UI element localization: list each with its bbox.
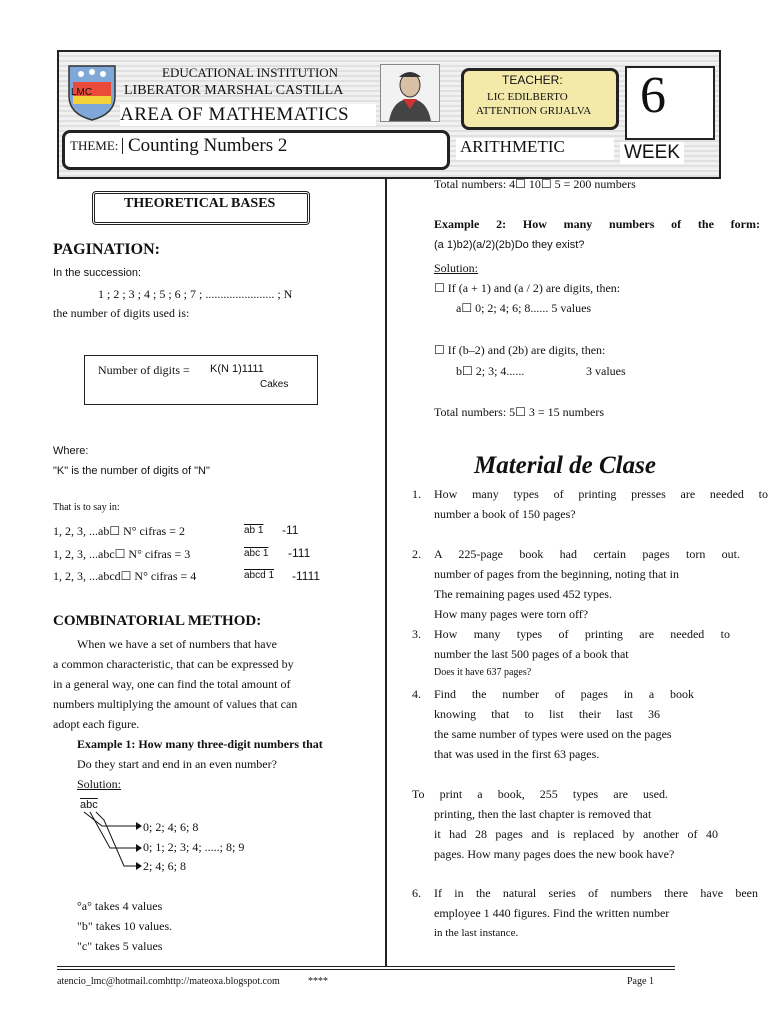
digit-row-left: 1, 2, 3, ...abc☐ N° cifras = 3	[53, 547, 191, 561]
takes-line: "b" takes 10 values.	[77, 919, 173, 933]
question-line: number the last 500 pages of a book that	[434, 647, 629, 661]
question-line: number a book of 150 pages?	[434, 507, 576, 521]
week-label: WEEK	[620, 142, 684, 164]
institution-line2: LIBERATOR MARSHAL CASTILLA	[124, 83, 344, 98]
footer-stars: ****	[308, 976, 328, 987]
portrait-image	[380, 64, 440, 122]
formula-expression: K(N 1)1111	[210, 363, 264, 375]
question-number: 6.	[412, 886, 421, 900]
takes-line: "c" takes 5 values	[77, 939, 163, 953]
question-line: A 225-page book had certain pages torn out.	[434, 547, 740, 561]
question-line: To print a book, 255 types are used.	[412, 787, 668, 801]
total-numbers-2: Total numbers: 5☐ 3 = 15 numbers	[434, 405, 604, 419]
succession: 1 ; 2 ; 3 ; 4 ; 5 ; 6 ; 7 ; ....................... ; N	[98, 287, 293, 301]
solution-label: Solution:	[77, 777, 122, 791]
question-line: Find the number of pages in a book	[434, 687, 694, 701]
question-number: 4.	[412, 687, 421, 701]
teacher-label: TEACHER:	[502, 73, 563, 87]
digit-row-right: -111	[288, 546, 311, 560]
formula-subscript: Cakes	[260, 379, 289, 390]
digit-row-mid: abcd 1	[244, 570, 275, 581]
footer-rule	[57, 966, 675, 967]
teacher-name-line2: ATTENTION GRIJALVA	[476, 105, 592, 117]
question-line: in the last instance.	[434, 927, 519, 939]
question-line: If in the natural series of numbers there have been	[434, 886, 758, 900]
combinatorial-title: COMBINATORIAL METHOD:	[53, 613, 262, 629]
subject-label: ARITHMETIC	[460, 137, 565, 156]
week-box	[625, 66, 715, 140]
example1-title: Example 1: How many three-digit numbers that	[77, 737, 323, 751]
footer-rule	[57, 969, 675, 970]
value-list: 2; 4; 6; 8	[143, 859, 187, 873]
question-line: printing, then the last chapter is removed that	[434, 807, 652, 821]
question-number: 1.	[412, 487, 421, 501]
theme-label: THEME:	[70, 138, 123, 154]
solution-label: Solution:	[434, 261, 479, 275]
formula-label: Number of digits =	[98, 363, 190, 377]
question-line: How many pages were torn off?	[434, 607, 589, 621]
comb-line: numbers multiplying the amount of values that can	[53, 697, 298, 711]
example1-subtitle: Do they start and end in an even number?	[77, 757, 277, 771]
teacher-name-line1: LIC EDILBERTO	[487, 91, 568, 103]
column-divider	[385, 178, 387, 966]
question-line: employee 1 440 figures. Find the written number	[434, 906, 670, 920]
area-title: AREA OF MATHEMATICS	[120, 104, 350, 125]
takes-line: °a° takes 4 values	[77, 899, 163, 913]
example2-title: Example 2: How many numbers of the form:	[434, 217, 760, 231]
theme-title: Counting Numbers 2	[128, 135, 288, 156]
comb-line: When we have a set of numbers that have	[77, 637, 277, 651]
comb-line: in a general way, one can find the total amount of	[53, 677, 291, 691]
digit-row-left: 1, 2, 3, ...abcd☐ N° cifras = 4	[53, 569, 197, 583]
value-list: 0; 2; 4; 6; 8	[143, 820, 199, 834]
abc-label: $\overline{abc}$	[80, 799, 98, 811]
question-number: 3.	[412, 627, 421, 641]
logo-text: LMC	[71, 87, 93, 98]
footer-email: atencio_lmc@hotmail.comhttp://mateoxa.blogspot.com	[57, 976, 280, 987]
digit-row-left: 1, 2, 3, ...ab☐ N° cifras = 2	[53, 524, 185, 538]
question-line: that was used in the first 63 pages.	[434, 747, 600, 761]
condition-1: ☐ If (a + 1) and (a / 2) are digits, then:	[434, 281, 621, 295]
condition-1-values: a☐ 0; 2; 4; 6; 8...... 5 values	[456, 301, 592, 315]
k-definition: "K" is the number of digits of "N"	[53, 465, 210, 477]
material-title: Material de Clase	[474, 452, 656, 479]
pagination-title: PAGINATION:	[53, 241, 160, 258]
where-label: Where:	[53, 445, 89, 457]
value-list: 0; 1; 2; 3; 4; .....; 8; 9	[143, 840, 245, 854]
institution-line1: EDUCATIONAL INSTITUTION	[162, 65, 339, 80]
condition-2-count: 3 values	[586, 364, 626, 378]
comb-line: a common characteristic, that can be expressed by	[53, 657, 294, 671]
question-line: it had 28 pages and is replaced by another of 40	[434, 827, 718, 841]
page-number: Page 1	[627, 976, 654, 987]
digit-row-right: -11	[282, 523, 299, 537]
digit-row-right: -1111	[292, 569, 321, 583]
question-line: Does it have 637 pages?	[434, 667, 532, 678]
question-line: pages. How many pages does the new book have?	[434, 847, 675, 861]
total-numbers-1: Total numbers: 4☐ 10☐ 5 = 200 numbers	[434, 177, 636, 191]
comb-line: adopt each figure.	[53, 717, 140, 731]
question-line: number of pages from the beginning, noting that in	[434, 567, 679, 581]
question-number: 2.	[412, 547, 421, 561]
week-number: 6	[640, 67, 666, 124]
question-line: knowing that to list their last 36	[434, 707, 660, 721]
that-is-label: That is to say in:	[53, 502, 120, 513]
digit-row-mid: abc 1	[244, 548, 269, 559]
example2-form: (a 1)b2)(a/2)(2b)Do they exist?	[434, 239, 585, 251]
condition-2-values: b☐ 2; 3; 4......	[456, 364, 525, 378]
condition-2: ☐ If (b–2) and (2b) are digits, then:	[434, 343, 606, 357]
succession-intro: In the succession:	[53, 267, 142, 279]
question-line: the same number of types were used on the pages	[434, 727, 672, 741]
question-line: How many types of printing are needed to	[434, 627, 730, 641]
tree-arrows	[80, 810, 142, 872]
digits-used-text: the number of digits used is:	[53, 306, 190, 320]
question-line: How many types of printing presses are needed to	[434, 487, 768, 501]
theoretical-bases-title: THEORETICAL BASES	[124, 196, 276, 211]
digit-row-mid: ab 1	[244, 525, 264, 536]
question-line: The remaining pages used 452 types.	[434, 587, 612, 601]
